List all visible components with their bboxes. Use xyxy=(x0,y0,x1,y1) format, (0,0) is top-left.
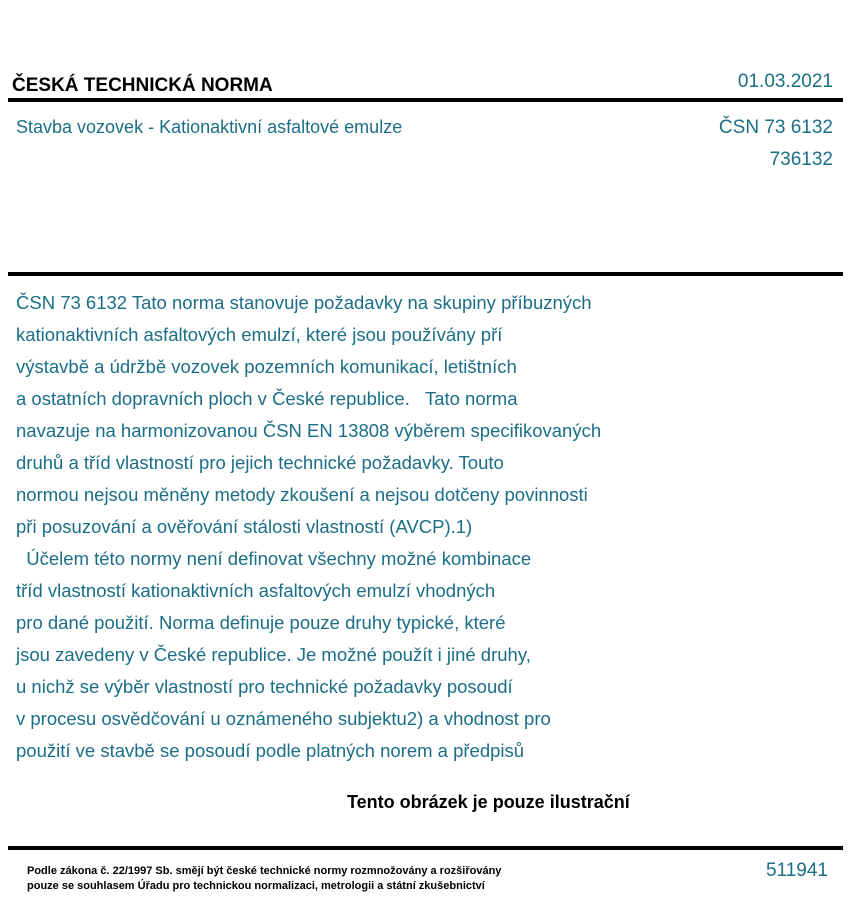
abstract-line: kationaktivních asfaltových emulzí, které jsou používány pří xyxy=(16,324,503,345)
abstract-line: jsou zavedeny v České republice. Je možné použít i jiné druhy, xyxy=(16,644,531,665)
abstract-line: navazuje na harmonizovanou ČSN EN 13808 výběrem specifikovaných xyxy=(16,420,602,441)
abstract-line: výstavbě a údržbě vozovek pozemních komunikací, letištních xyxy=(16,356,517,377)
legal-notice-line: pouze se souhlasem Úřadu pro technickou normalizaci, metrologii a státní zkušebnictví xyxy=(27,880,485,892)
abstract-line: při posuzování a ověřování stálosti vlastností (AVCP).1) xyxy=(16,516,473,537)
legal-notice xyxy=(27,864,501,894)
section-divider xyxy=(8,272,843,276)
abstract-line: u nichž se výběr vlastností pro technické požadavky posoudí xyxy=(16,676,513,697)
abstract-line: a ostatních dopravních ploch v České republice. Tato norma xyxy=(16,388,518,409)
classification-code: 736132 xyxy=(769,149,833,170)
abstract-line: pro dané použití. Norma definuje pouze druhy typické, které xyxy=(16,612,506,633)
illustration-note: Tento obrázek je pouze ilustrační xyxy=(347,792,630,812)
abstract-line: ČSN 73 6132 Tato norma stanovuje požadavky na skupiny příbuzných xyxy=(16,292,592,313)
standard-header-title: ČESKÁ TECHNICKÁ NORMA xyxy=(12,75,273,96)
abstract-line: tříd vlastností kationaktivních asfaltových emulzí vhodných xyxy=(16,580,496,601)
footer-divider xyxy=(8,846,843,850)
legal-notice-line: Podle zákona č. 22/1997 Sb. smějí být české technické normy rozmnožovány a rozšiřovány xyxy=(27,865,502,877)
abstract-line: použití ve stavbě se posoudí podle platných norem a předpisů xyxy=(16,740,525,761)
abstract-text xyxy=(16,287,716,767)
publication-date: 01.03.2021 xyxy=(737,71,833,92)
standard-number: ČSN 73 6132 xyxy=(718,117,833,138)
abstract-line: druhů a tříd vlastností pro jejich technické požadavky. Touto xyxy=(16,452,504,473)
document-title: Stavba vozovek - Kationaktivní asfaltové emulze xyxy=(16,117,403,137)
header-divider xyxy=(8,98,843,102)
abstract-line: v procesu osvědčování u oznámeného subjektu2) a vhodnost pro xyxy=(16,708,551,729)
document-id: 511941 xyxy=(766,860,828,881)
abstract-line: Účelem této normy není definovat všechny možné kombinace xyxy=(16,548,532,569)
abstract-line: normou nejsou měněny metody zkoušení a nejsou dotčeny povinnosti xyxy=(16,484,588,505)
